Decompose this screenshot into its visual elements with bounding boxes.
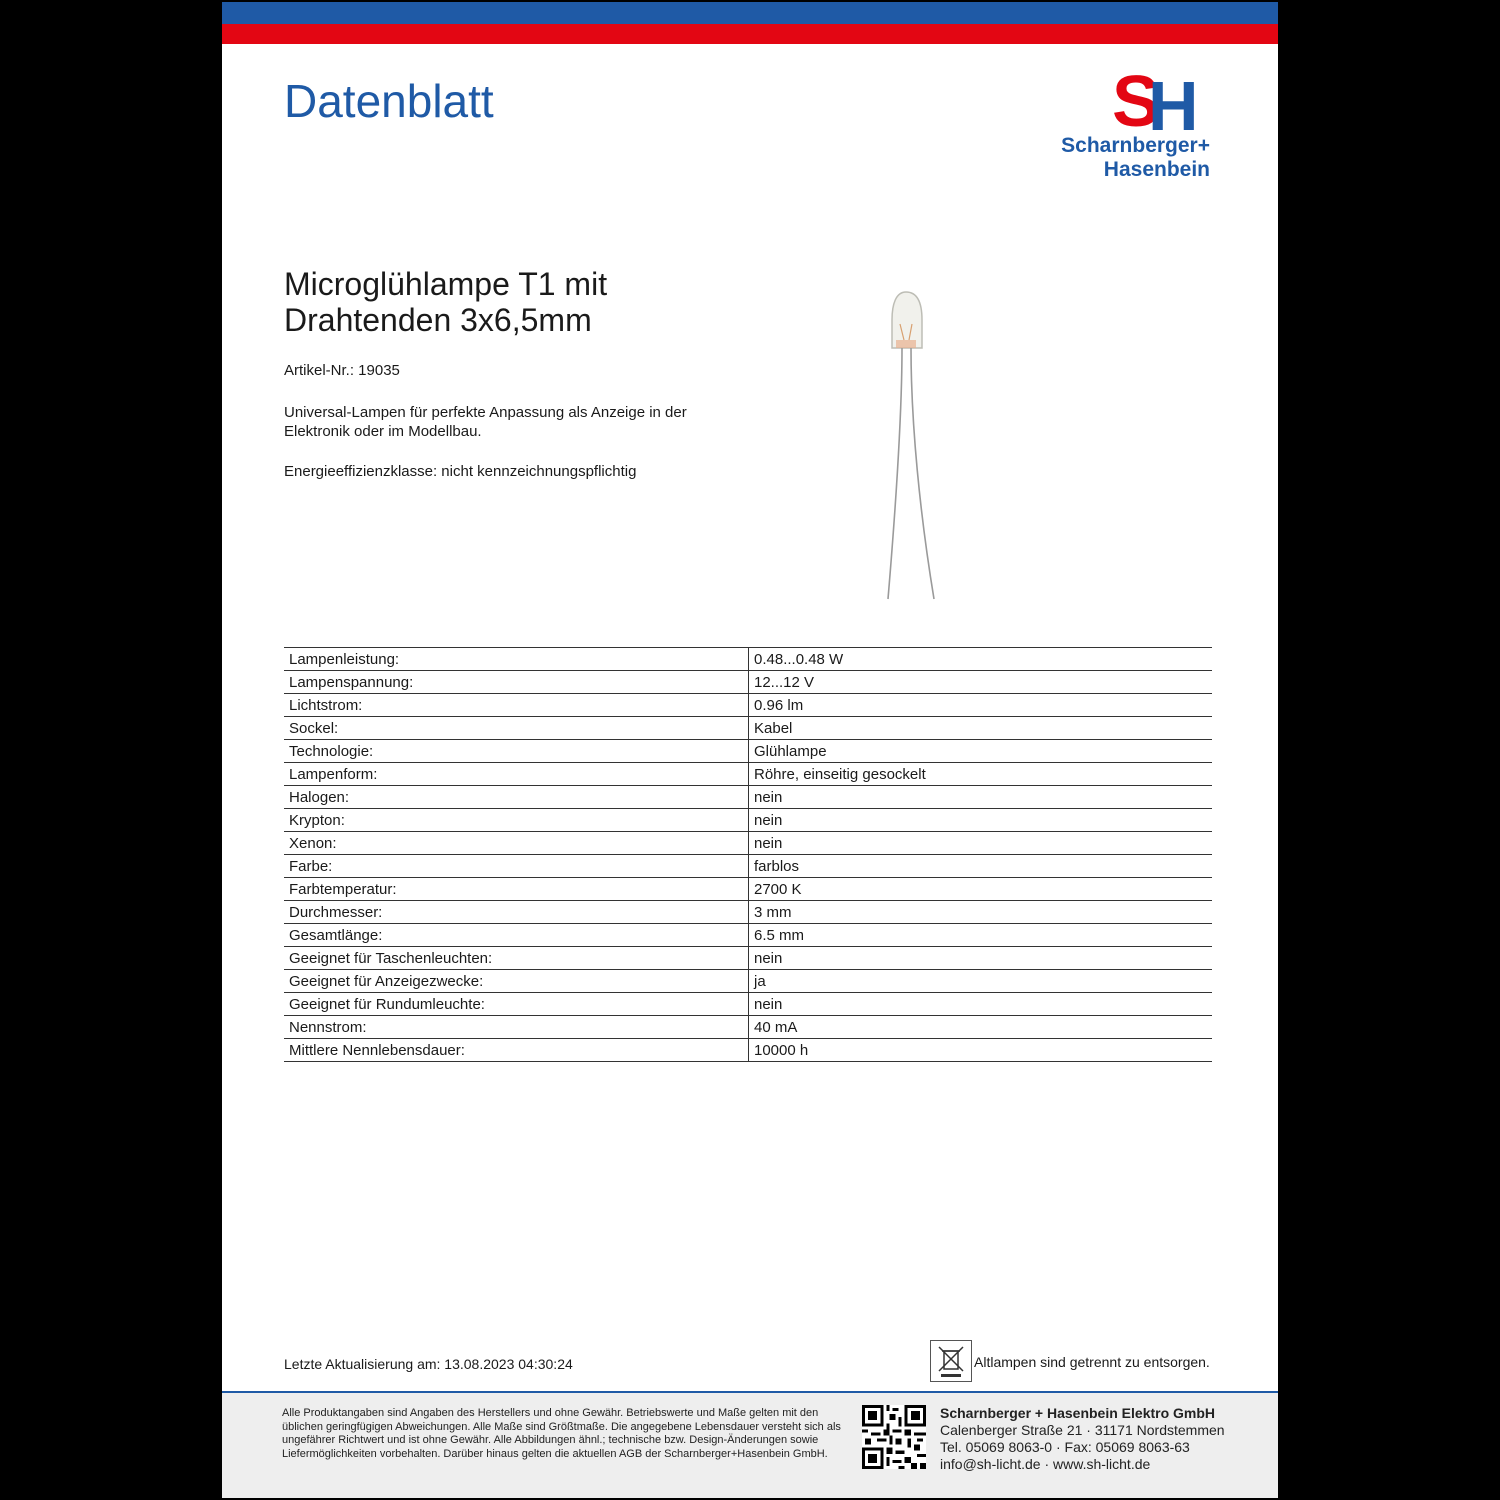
logo-line-2: Hasenbein	[1103, 158, 1210, 181]
table-row	[284, 1039, 1212, 1062]
table-row	[284, 1016, 1212, 1039]
table-row	[284, 740, 1212, 763]
spec-value: 0.96 lm	[749, 694, 1213, 717]
table-row	[284, 671, 1212, 694]
lamp-image	[862, 284, 952, 604]
spec-label: Lampenform:	[284, 763, 749, 786]
last-updated: Letzte Aktualisierung am: 13.08.2023 04:30:24	[284, 1356, 573, 1372]
table-row	[284, 786, 1212, 809]
company-contact	[940, 1405, 1225, 1473]
spec-value: 10000 h	[749, 1039, 1213, 1062]
spec-value: 3 mm	[749, 901, 1213, 924]
spec-value: nein	[749, 809, 1213, 832]
spec-label: Lampenspannung:	[284, 671, 749, 694]
company-web: info@sh-licht.de · www.sh-licht.de	[940, 1456, 1151, 1472]
specs-table	[284, 647, 1212, 1062]
spec-value: 0.48...0.48 W	[749, 648, 1213, 671]
table-row	[284, 763, 1212, 786]
table-row	[284, 832, 1212, 855]
product-description: Universal-Lampen für perfekte Anpassung als Anzeige in der Elektronik oder im Modellbau.	[284, 404, 687, 440]
company-name: Scharnberger + Hasenbein Elektro GmbH	[940, 1405, 1216, 1421]
table-row	[284, 993, 1212, 1016]
spec-label: Sockel:	[284, 717, 749, 740]
table-row	[284, 878, 1212, 901]
header-band-blue	[222, 2, 1278, 24]
spec-value: 40 mA	[749, 1016, 1213, 1039]
spec-label: Krypton:	[284, 809, 749, 832]
qr-code-icon	[862, 1405, 926, 1469]
article-number: Artikel-Nr.: 19035	[284, 362, 400, 379]
spec-label: Geeignet für Rundumleuchte:	[284, 993, 749, 1016]
table-row	[284, 901, 1212, 924]
table-row	[284, 924, 1212, 947]
table-row	[284, 855, 1212, 878]
company-phone: Tel. 05069 8063-0 · Fax: 05069 8063-63	[940, 1439, 1190, 1455]
table-row	[284, 694, 1212, 717]
spec-label: Farbtemperatur:	[284, 878, 749, 901]
table-row	[284, 648, 1212, 671]
spec-label: Gesamtlänge:	[284, 924, 749, 947]
page-title: Datenblatt	[284, 75, 494, 127]
logo-line-1: Scharnberger+	[1061, 134, 1210, 157]
table-row	[284, 947, 1212, 970]
svg-text:H: H	[1148, 67, 1199, 134]
spec-value: 2700 K	[749, 878, 1213, 901]
spec-label: Farbe:	[284, 855, 749, 878]
spec-value: ja	[749, 970, 1213, 993]
energy-class: Energieeffizienzklasse: nicht kennzeichnungspflichtig	[284, 463, 637, 480]
spec-value: farblos	[749, 855, 1213, 878]
footer	[222, 1391, 1278, 1498]
weee-disposal-icon	[930, 1340, 972, 1382]
table-row	[284, 717, 1212, 740]
spec-label: Xenon:	[284, 832, 749, 855]
spec-label: Mittlere Nennlebensdauer:	[284, 1039, 749, 1062]
spec-value: nein	[749, 947, 1213, 970]
spec-label: Nennstrom:	[284, 1016, 749, 1039]
spec-label: Durchmesser:	[284, 901, 749, 924]
svg-text:S: S	[1112, 64, 1161, 134]
spec-label: Lichtstrom:	[284, 694, 749, 717]
spec-value: Röhre, einseitig gesockelt	[749, 763, 1213, 786]
spec-label: Geeignet für Anzeigezwecke:	[284, 970, 749, 993]
spec-value: nein	[749, 786, 1213, 809]
spec-value: nein	[749, 993, 1213, 1016]
legal-notice: Alle Produktangaben sind Angaben des Herstellers und ohne Gewähr. Betriebswerte und Maße gelten mit den üblichen geringfügigen Abweichungen. Alle Maße sind Größtmaße. Die angegebene Lebensdauer versteht sich als ungefährer Richtwert und ist ohne Gewähr. Alle Abbildungen ähnl.; technische bzw. Design-Änderungen sowie Liefermöglichkeiten vorbehalten. Darüber hinaus gelten die aktuellen AGB der Scharnberger+Hasenbein GmbH.	[282, 1407, 841, 1460]
sh-monogram-icon	[1110, 64, 1210, 134]
spec-value: 6.5 mm	[749, 924, 1213, 947]
spec-label: Technologie:	[284, 740, 749, 763]
datasheet-page	[222, 2, 1278, 1498]
spec-value: Kabel	[749, 717, 1213, 740]
spec-label: Halogen:	[284, 786, 749, 809]
disposal-note: Altlampen sind getrennt zu entsorgen.	[974, 1354, 1210, 1370]
spec-value: nein	[749, 832, 1213, 855]
spec-value: 12...12 V	[749, 671, 1213, 694]
header-band-red	[222, 24, 1278, 44]
spec-label: Lampenleistung:	[284, 648, 749, 671]
table-row	[284, 809, 1212, 832]
product-title: Microglühlampe T1 mit Drahtenden 3x6,5mm	[284, 266, 608, 338]
spec-label: Geeignet für Taschenleuchten:	[284, 947, 749, 970]
company-address: Calenberger Straße 21 · 31171 Nordstemmen	[940, 1422, 1225, 1438]
company-logo	[980, 64, 1220, 189]
table-row	[284, 970, 1212, 993]
spec-value: Glühlampe	[749, 740, 1213, 763]
